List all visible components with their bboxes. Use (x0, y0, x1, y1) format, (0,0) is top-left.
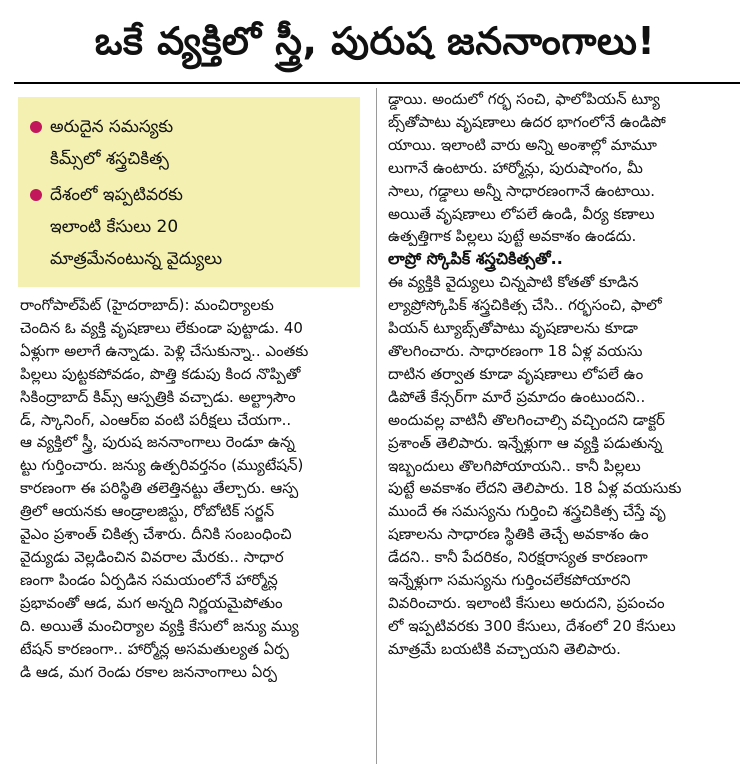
body-line: ట్టు గుర్తించారు. జన్యు ఉత్పరివర్తనం (మ్యుటేషన్) (20, 456, 304, 475)
body-line: సికింద్రాబాద్ కిమ్స్ ఆస్పత్రికి వచ్చాడు. అల్ట్రాసౌం (20, 387, 296, 406)
body-line: పుట్టే అవకాశం లేదని తెలిపారు. 18 ఏళ్ల వయసుకు (388, 479, 682, 498)
body-line: చెందిన ఓ వ్యక్తి వృషణాలు లేకుండా పుట్టాడు. 40 (20, 318, 303, 337)
body-line: డి ఆడ, మగ రెండు రకాల జననాంగాలు ఏర్ప (20, 662, 277, 681)
right-column (388, 88, 738, 661)
body-line: పియన్ ట్యూబ్స్‌తోపాటు వృషణాలను కూడా (388, 319, 638, 338)
body-line: ఈ వ్యక్తికి వైద్యులు చిన్నపాటి కోతతో కూడిన (388, 273, 639, 292)
body-line: ప్రశాంత్ తెలిపారు. ఇన్నేళ్లుగా ఆ వ్యక్తి పడుతున్న (388, 433, 663, 452)
body-line: ప్రభావంతో ఆడ, మగ అన్నది నిర్ణయమైపోతుం (20, 593, 283, 612)
body-line: కారణంగా ఈ పరిస్థితి తలెత్తినట్టు తేల్చారు. ఆస్ప (20, 479, 299, 498)
body-line: డ్, స్కానింగ్, ఎంఆర్ఐ వంటి పరీక్షలు చేయగా.. (20, 410, 292, 429)
body-line: దాటిన తర్వాత కూడా వృషణాలు లోపలే ఉం (388, 364, 644, 383)
body-line: ఆ వ్యక్తిలో స్త్రీ, పురుష జననాంగాలు రెండూ ఉన్న (20, 433, 295, 452)
body-line: వైఎం ప్రశాంత్ చికిత్స చేశారు. దీనికి సంబంధించి (20, 525, 292, 544)
body-line: పిల్లలు పుట్టకపోవడం, పొత్తి కడుపు కింద నొప్పితో (20, 364, 301, 383)
headline: ఒకే వ్యక్తిలో స్త్రీ, పురుష జననాంగాలు! (94, 19, 656, 63)
highlight-item (30, 111, 350, 175)
body-line: మాత్రమే బయటికి వచ్చాయని తెలిపారు. (388, 639, 621, 658)
body-line: త్రిలో ఆయనకు ఆండ్రాలజిస్టు, రోబోటిక్ సర్జన్ (20, 502, 275, 521)
body-line: ఇబ్బందులు తొలగిపోయాయని.. కానీ పిల్లలు (388, 456, 641, 475)
body-line: ఏళ్లుగా అలాగే ఉన్నాడు. పెళ్లి చేసుకున్నా.. ఎంతకు (20, 341, 309, 360)
body-line: ది. అయితే మంచిర్యాల వ్యక్తి కేసులో జన్యు మ్యు (20, 616, 299, 635)
body-line: ఉత్పత్తిగాక పిల్లలు పుట్టే అవకాశం ఉండదు. (388, 227, 637, 246)
highlight-line: అరుదైన సమస్యకు (50, 117, 174, 137)
body-line: లో ఇప్పటివరకు 300 కేసులు, దేశంలో 20 కేసులు (388, 616, 676, 635)
highlight-item (30, 179, 350, 275)
body-line: డిపోతే కేన్సర్‌గా మారే ప్రమాదం ఉంటుందని.. (388, 387, 646, 406)
body-line: టేషన్ కారణంగా.. హార్మోన్ల అసమతుల్యత ఏర్ప (20, 639, 289, 658)
body-line: ముందే ఈ సమస్యను గుర్తించి శస్త్రచికిత్స చేస్తే వృ (388, 502, 666, 521)
bullet-dot-icon (30, 189, 42, 201)
body-line: సాలు, గడ్డాలు అన్నీ సాధారణంగానే ఉంటాయి. (388, 181, 655, 200)
body-line: రాంగోపాల్‌పేట్ (హైదరాబాద్): మంచిర్యాలకు (20, 296, 274, 314)
body-line: తొలగించారు. సాధారణంగా 18 ఏళ్ల వయసు (388, 341, 643, 360)
highlight-line: దేశంలో ఇప్పటివరకు (50, 185, 183, 205)
body-line: వైద్యుడు వెల్లడించిన వివరాల మేరకు.. సాధార (20, 547, 284, 566)
bullet-dot-icon (30, 121, 42, 133)
body-line: లుగానే ఉంటారు. హార్మోన్లు, పురుషాంగం, మీ (388, 158, 643, 177)
body-line: బ్స్‌తోపాటు వృషణాలు ఉదర భాగంలోనే ఉండిపో (388, 112, 666, 131)
body-line: డేదని.. కానీ పేదరికం, నిరక్షరాస్యత కారణంగా (388, 548, 648, 567)
body-line: షణాలను సాధారణ స్థితికి తెచ్చే అవకాశం ఉం (388, 525, 649, 544)
body-line: ణంగా పిండం ఏర్పడిన సమయంలోనే హార్మోన్ల (20, 570, 278, 589)
highlight-line: కిమ్స్‌లో శస్త్రచికిత్స (50, 149, 169, 169)
body-line: డ్డాయి. అందులో గర్భ సంచి, ఫాలోపియన్ ట్యూ (388, 90, 660, 108)
body-line: వివరించారు. ఇలాంటి కేసులు అరుదని, ప్రపంచం (388, 593, 665, 612)
body-line: ఇన్నేళ్లుగా సమస్యను గుర్తించలేకపోయారని (388, 571, 631, 590)
body-line: ల్యాప్రోస్కోపిక్ శస్త్రచికిత్స చేసి.. గర్భసంచి, ఫాలో (388, 296, 662, 315)
body-line: యాయి. ఇలాంటి వారు అన్ని అంశాల్లో మామూ (388, 135, 657, 154)
section-subheading: లాప్రో స్కోపిక్ శస్త్రచికిత్సతో.. (388, 249, 563, 269)
highlights-box (18, 97, 360, 287)
body-line: అయితే వృషణాలు లోపలే ఉండి, వీర్య కణాలు (388, 204, 655, 223)
headline-rule (14, 82, 740, 84)
left-column (20, 294, 364, 683)
highlight-line: మాత్రమేనంటున్న వైద్యులు (50, 249, 223, 269)
column-divider (376, 88, 377, 764)
highlight-line: ఇలాంటి కేసులు 20 (50, 217, 179, 237)
body-line: అందువల్ల వాటినీ తొలగించాల్సి వచ్చిందని డాక్టర్ (388, 410, 665, 429)
